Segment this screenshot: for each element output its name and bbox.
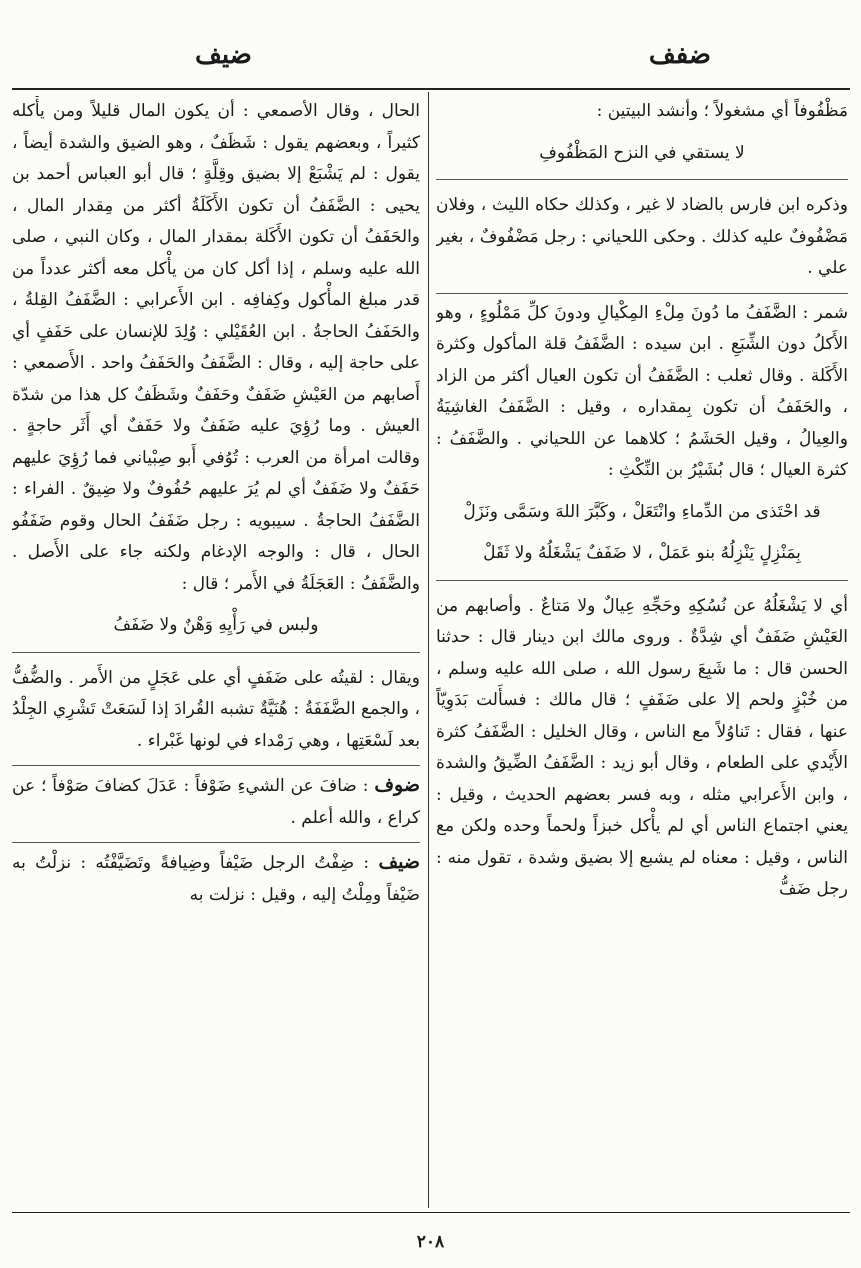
entry-dawf <box>12 765 420 834</box>
entry-text: : ضِفْتُ الرجل ضَيْفاً وضِيافةً وتَضَيَّفْتُه : نزلْتُ به ضَيْفاً ومِلْتُ إليه ، وقيل : نزلت به <box>12 853 420 905</box>
column-divider <box>428 92 429 1208</box>
entry-heading: ضيف <box>378 851 420 873</box>
left-column <box>12 96 420 1208</box>
verse-line: قد احْتَذى من الدِّماءِ وانْتَعَلْ ، وكَبَّرَ اللهَ وسَمَّى ونَزَلْ <box>463 501 821 522</box>
verse-line: ولبس في رَأْيِهِ وَهْنٌ ولا ضَفَفُ <box>12 610 420 653</box>
verse-line: بِمَنْزِلٍ يَنْزِلُهُ بنو عَمَلْ ، لا ضَفَفٌ يَشْغَلُهُ ولا ثَقَلْ <box>436 538 848 581</box>
page-number: ٢٠٨ <box>416 1232 445 1252</box>
paragraph: وذكره ابن فارس بالضاد لا غير ، وكذلك حكاه الليث ، وفلان مَضْفُوفٌ عليه كذلك . وحكى اللحياني : رجل مَضْفُوفٌ ، بغير علي . <box>436 195 848 278</box>
entry-heading: ضوف <box>374 774 420 796</box>
paragraph: شمر : الضَّفَفُ ما دُونَ مِلْءِ المِكْيالِ ودونَ كلِّ مَمْلُوءٍ ، وهو الأَكلُ دون الشِّبَعِ . ابن سيده : الضَّفَفُ قلة المأكول وكثرة الأَكَلة . وقال ثعلب : الضَّفَفُ أن تكون العيال أكثر من الزاد ، والحَفَفُ أن تكون بِمقداره ، وقيل : الضَّفَفُ الغاشِيَةُ والعِيالُ ، وقيل الحَشَمُ ؛ كلاهما عن اللحياني . والضَّفَفُ : كثرة العيال ؛ قال بُشَيْرُ بن النِّكْثِ : <box>436 293 848 487</box>
right-column <box>436 96 848 1208</box>
paragraph: مَظْفُوفاً أي مشغولاً ؛ وأنشد البيتين : <box>596 101 848 121</box>
page-header <box>0 0 861 86</box>
verse-line: لا يستقي في النزح المَظْفُوفِ <box>436 138 848 181</box>
headword-left: ضيف <box>195 40 252 70</box>
headword-right: ضفف <box>648 40 711 70</box>
entry-text: : ضافَ عن الشيءِ ضَوْفاً : عَدَلَ كضافَ صَوْفاً ؛ عن كراع ، والله أعلم . <box>12 776 420 828</box>
paragraph: أي لا يَشْغَلُهُ عن نُسُكِهِ وحَجِّهِ عِيالٌ ولا مَتاعٌ . وأصابهم من العَيْشِ ضَفَفٌ أي شِدَّةٌ . وروى مالك ابن دينار قال : حدثنا الحسن قال : ما شَبِعَ رسول الله ، صلى الله عليه وسلم ، من خُبْزٍ ولحم إلا على ضَفَفٍ ؛ قال مالك : فسأَلت بَدَوِيّاً عنها ، فقال : تَناوُلاً مع الناس ، وقال الخليل : الضَّفَفُ كثرة الأَيْدي على الطعام ، وقال أبو زيد : الضَّفَفُ الضِّيقُ والشدة ، وابن الأَعرابي مثله ، وبه فسر بعضهم الحديث ، وقيل : يعني اجتماع الناس أي لم يأْكل خبزاً ولحماً وحده ولكن مع الناس ، وقيل : معناه لم يشبع إلا بضيق وشدة ، تقول منه : رجل ضَفُّ <box>436 595 848 899</box>
footer-rule <box>12 1212 850 1213</box>
paragraph: ويقال : لقيتُه على ضَفَفٍ أي على عَجَلٍ من الأَمر . والضُّفُّ ، والجمع الضَّفَفَةُ : هُنَيَّةٌ تشبه القُرادَ إذا لَسَعَتْ تَشْرِي الجِلْدُ بعد لَسْعَتِها ، وهي رَمْداء في لونها غَبْراء . <box>12 667 420 751</box>
entry-dayf <box>12 842 420 911</box>
header-rule <box>12 88 850 90</box>
paragraph: الحال ، وقال الأصمعي : أن يكون المال قليلاً ومن يأْكله كثيراً ، وبعضهم يقول : شَظَفٌ ، وهو الضيق والشدة أيضاً ، يقول : لم يَشْبَعْ إلا بضيق وقِلَّةٍ ؛ قال أبو العباس أحمد بن يحيى : الضَّفَفُ أن تكون الأَكَلَةُ أكثر من مِقدار المال ، والحَفَفُ أن تكون الأَكَلة بمقدار المال ، وكان النبي ، صلى الله عليه وسلم ، إذا أكل كان من يأْكل معه أكثر عدداً من قدر مبلغ المأْكول وكِفافِه . ابن الأَعرابي : الضَّفَفُ القِلةُ ، والحَفَفُ الحاجةُ . ابن العُقَيْلي : وُلِدَ للإنسان على حَفَفٍ أي على حاجة إليه ، وقال : الضَّفَفُ والحَفَفُ واحد . الأَصمعي : أَصابهم من العَيْشِ ضَفَفٌ وحَفَفٌ وشَظَفٌ كل هذا من شدّة العيش . وما رُؤِيَ عليه ضَفَفٌ ولا حَفَفٌ أي أَثَر حاجةٍ . وقالت امرأة من العرب : تُوُفي أَبو صِبْياني فما رُؤِيَ عليهم حَفَفٌ ولا ضَفَفٌ أي لم يُرَ عليهم حُفُوفٌ ولا ضِيقٌ . الفراء : الضَّفَفُ الحاجةُ . سيبويه : رجل ضَفَفُ الحال وقوم ضَفَفُو الحال ، قال : والوجه الإدغام ولكنه جاء على الأَصل . والضَّفَفُ : العَجَلَةُ في الأَمر ؛ قال : <box>12 101 420 594</box>
